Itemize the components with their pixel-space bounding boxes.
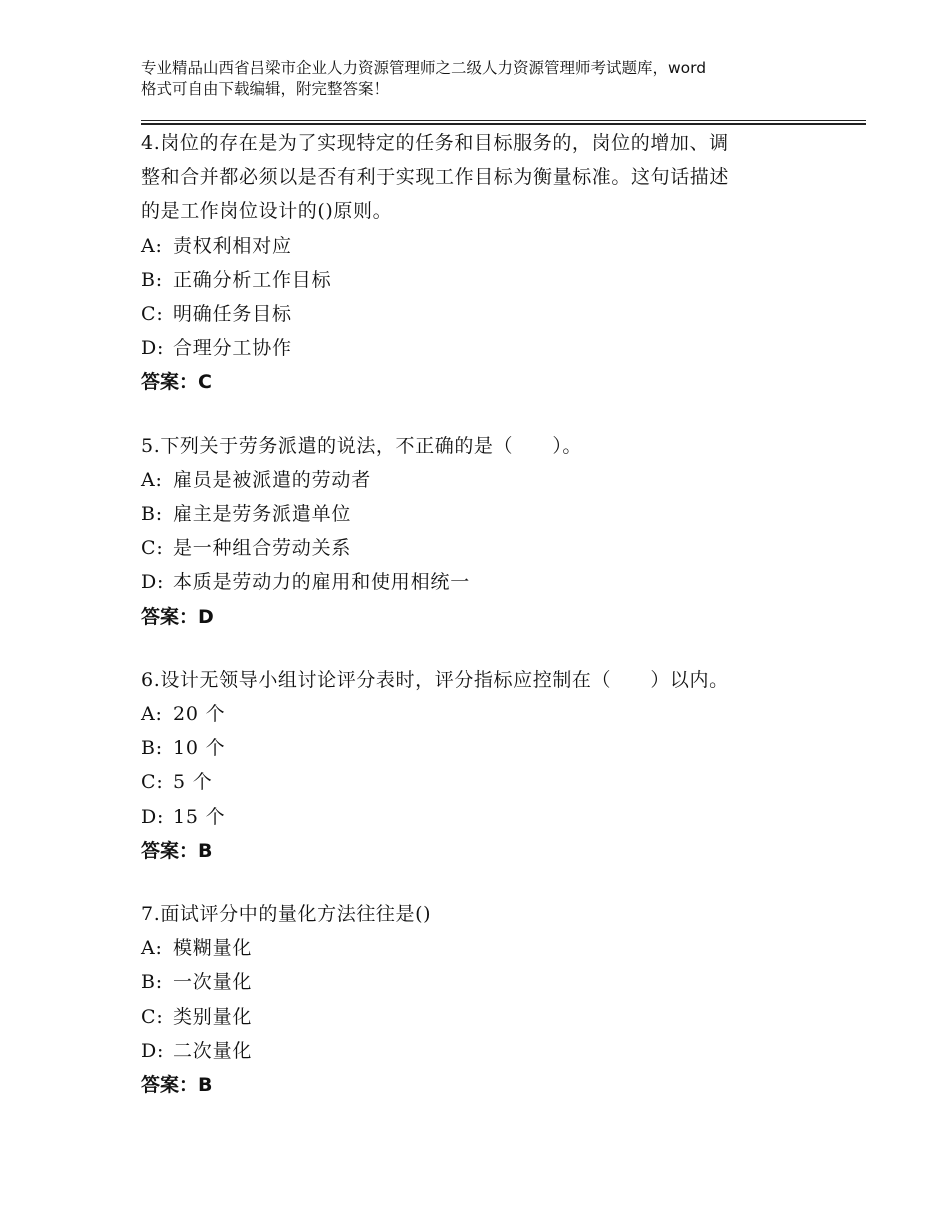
option-text: 本质是劳动力的雇用和使用相统一: [173, 571, 471, 594]
option-a: [141, 697, 831, 731]
option-text: 合理分工协作: [173, 337, 292, 360]
header-title-line-1: 专业精品山西省吕梁市企业人力资源管理师之二级人力资源管理师考试题库，word: [141, 59, 707, 77]
question-stem-line: 的是工作岗位设计的()原则。: [141, 200, 393, 223]
option-letter: A:: [141, 234, 163, 257]
question-stem-line: 整和合并都必须以是否有利于实现工作目标为衡量标准。这句话描述: [141, 166, 730, 189]
question-list: [141, 126, 831, 1131]
option-c: [141, 1000, 831, 1034]
answer-label: 答案：C: [141, 371, 212, 394]
option-text: 是一种组合劳动关系: [173, 537, 352, 560]
document-header: [141, 58, 841, 100]
answer-label: 答案：B: [141, 1074, 213, 1097]
option-letter: C:: [141, 537, 164, 560]
option-c: [141, 765, 831, 799]
question-stem-line: 6.设计无领导小组讨论评分表时，评分指标应控制在（ ）以内。: [141, 668, 729, 691]
option-letter: A:: [141, 937, 163, 960]
header-divider-thin: [141, 120, 866, 121]
answer-label: 答案：B: [141, 839, 213, 862]
question-stem-line: 7.面试评分中的量化方法往往是(): [141, 903, 432, 926]
option-c: [141, 297, 831, 331]
option-text: 二次量化: [173, 1039, 253, 1062]
question-item: [141, 126, 831, 400]
option-d: [141, 1034, 831, 1068]
option-letter: B:: [141, 268, 163, 291]
option-a: [141, 229, 831, 263]
option-text: 类别量化: [173, 1005, 253, 1028]
option-letter: C:: [141, 303, 164, 326]
option-c: [141, 531, 831, 565]
option-letter: D:: [141, 805, 165, 828]
question-stem-line: 5.下列关于劳务派遣的说法，不正确的是（ ）。: [141, 434, 583, 457]
option-text: 雇主是劳务派遣单位: [173, 503, 352, 526]
option-letter: A:: [141, 468, 163, 491]
option-text: 15 个: [173, 805, 226, 828]
answer-label: 答案：D: [141, 605, 214, 628]
question-item: [141, 663, 831, 868]
option-b: [141, 263, 831, 297]
option-letter: B:: [141, 737, 163, 760]
option-letter: B:: [141, 971, 163, 994]
option-b: [141, 497, 831, 531]
option-d: [141, 331, 831, 365]
option-d: [141, 800, 831, 834]
option-text: 10 个: [173, 737, 226, 760]
header-divider-thick: [141, 123, 866, 125]
option-letter: D:: [141, 337, 165, 360]
option-b: [141, 731, 831, 765]
option-text: 正确分析工作目标: [173, 268, 332, 291]
option-text: 明确任务目标: [173, 303, 292, 326]
option-text: 雇员是被派遣的劳动者: [173, 468, 372, 491]
option-letter: B:: [141, 503, 163, 526]
header-title-line-2: 格式可自由下载编辑，附完整答案！: [141, 80, 390, 98]
option-text: 一次量化: [173, 971, 253, 994]
option-text: 20 个: [173, 703, 226, 726]
option-a: [141, 463, 831, 497]
question-stem-line: 4.岗位的存在是为了实现特定的任务和目标服务的，岗位的增加、调: [141, 132, 729, 154]
option-b: [141, 965, 831, 999]
option-letter: D:: [141, 1039, 165, 1062]
question-item: [141, 429, 831, 634]
option-d: [141, 565, 831, 599]
option-text: 责权利相对应: [173, 234, 292, 257]
question-item: [141, 897, 831, 1102]
option-text: 模糊量化: [173, 937, 253, 960]
option-letter: C:: [141, 771, 164, 794]
option-letter: A:: [141, 703, 163, 726]
option-letter: C:: [141, 1005, 164, 1028]
option-text: 5 个: [173, 771, 213, 794]
option-a: [141, 931, 831, 965]
option-letter: D:: [141, 571, 165, 594]
